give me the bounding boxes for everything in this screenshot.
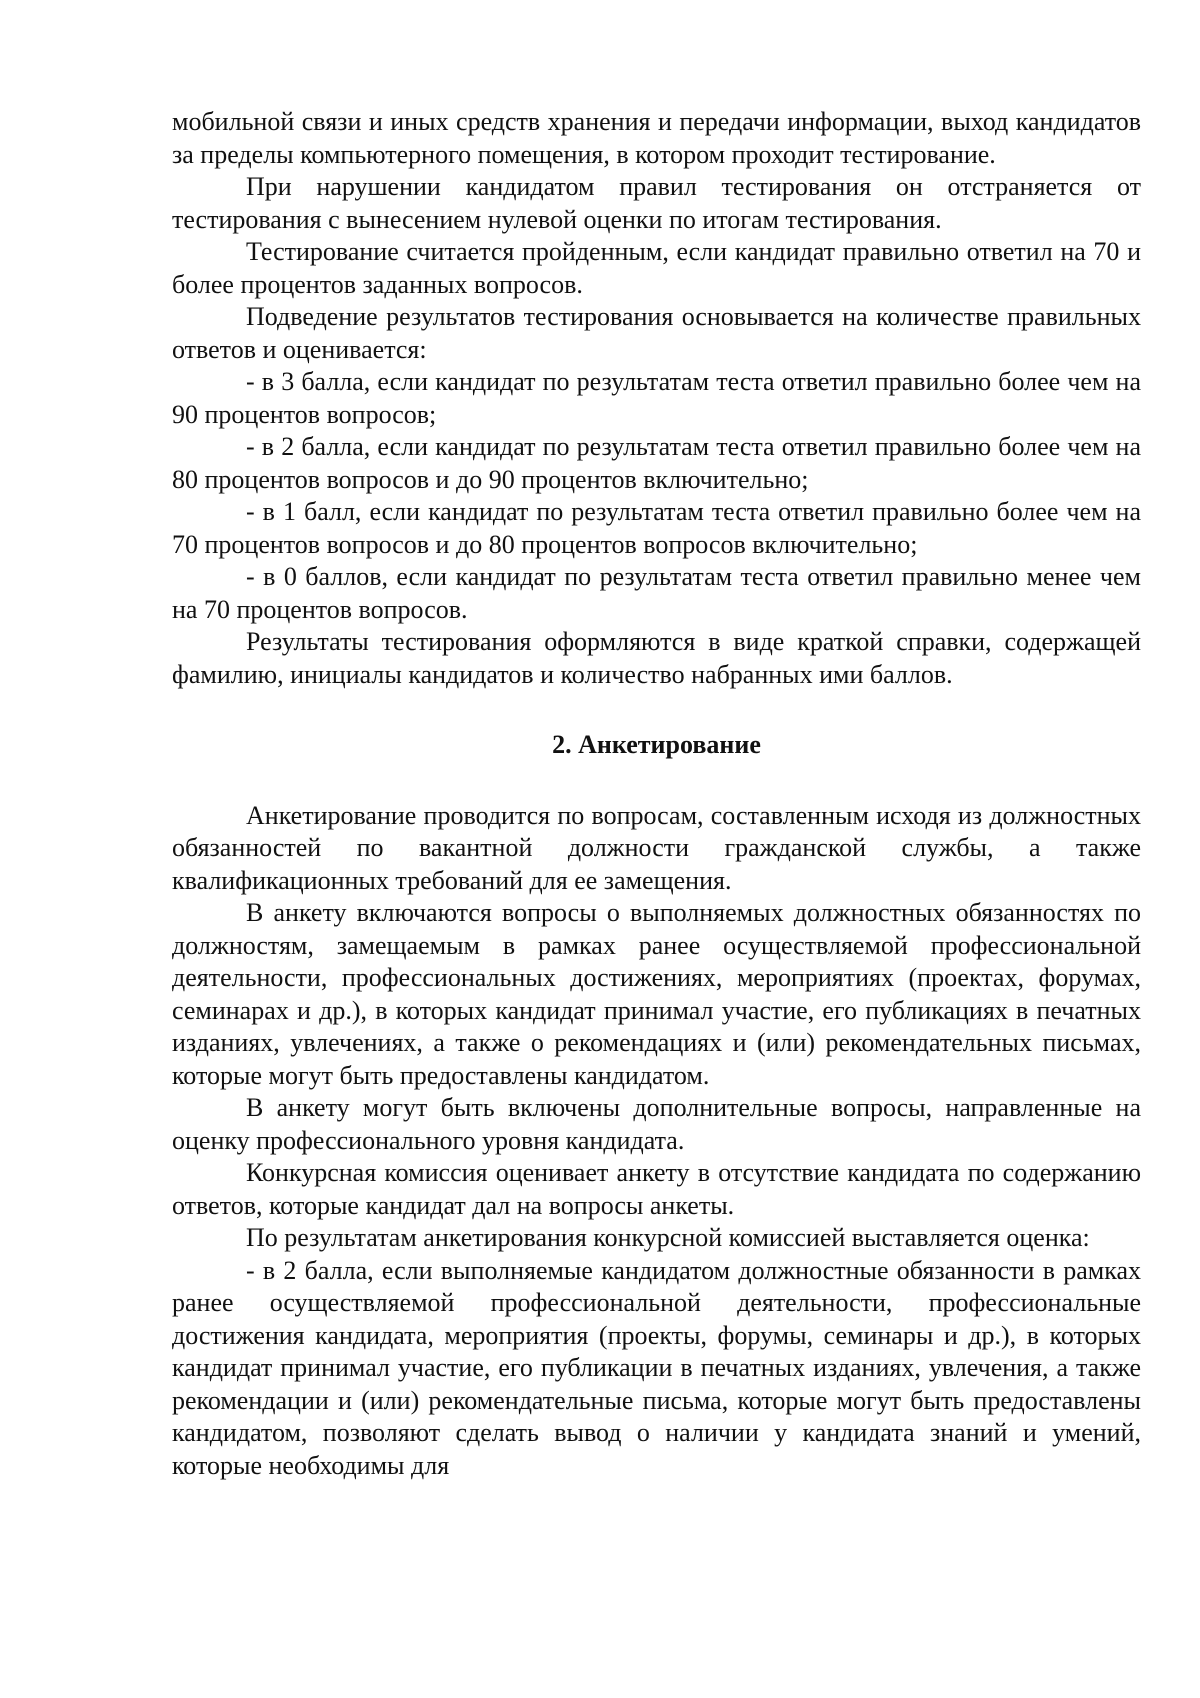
paragraph: Подведение результатов тестирования основывается на количестве правильных ответов и оценивается: xyxy=(172,302,1141,364)
paragraph: Результаты тестирования оформляются в виде краткой справки, содержащей фамилию, инициалы кандидатов и количество набранных ими баллов. xyxy=(172,627,1141,689)
paragraph: При нарушении кандидатом правил тестирования он отстраняется от тестирования с вынесением нулевой оценки по итогам тестирования. xyxy=(172,172,1141,234)
paragraph: Конкурсная комиссия оценивает анкету в отсутствие кандидата по содержанию ответов, которые кандидат дал на вопросы анкеты. xyxy=(172,1158,1141,1220)
paragraph: Тестирование считается пройденным, если кандидат правильно ответил на 70 и более процентов заданных вопросов. xyxy=(172,237,1141,299)
section-questionnaire xyxy=(172,800,1141,1483)
list-item: - в 3 балла, если кандидат по результатам теста ответил правильно более чем на 90 процентов вопросов; xyxy=(172,367,1141,429)
paragraph: Анкетирование проводится по вопросам, составленным исходя из должностных обязанностей по вакантной должности гражданской службы, а также квалификационных требований для ее замещения. xyxy=(172,800,1141,895)
paragraph: В анкету могут быть включены дополнительные вопросы, направленные на оценку профессионального уровня кандидата. xyxy=(172,1093,1141,1155)
section-testing-rules xyxy=(172,106,1141,691)
list-item: - в 0 баллов, если кандидат по результатам теста ответил правильно менее чем на 70 процентов вопросов. xyxy=(172,562,1141,624)
list-item: - в 2 балла, если выполняемые кандидатом должностные обязанности в рамках ранее осуществляемой профессиональной деятельности, профессиональные достижения кандидата, мероприятия (проекты, форумы, семинары и др.), в которых кандидат принимал участие, его публикации в печатных изданиях, увлечения, а также рекомендации и (или) рекомендательные письма, которые могут быть предоставлены кандидатом, позволяют сделать вывод о наличии у кандидата знаний и умений, которые необходимы для xyxy=(172,1255,1141,1480)
list-item: - в 2 балла, если кандидат по результатам теста ответил правильно более чем на 80 процентов вопросов и до 90 процентов включительно; xyxy=(172,432,1141,494)
paragraph: В анкету включаются вопросы о выполняемых должностных обязанностях по должностям, замещаемым в рамках ранее осуществляемой профессиональной деятельности, профессиональных достижениях, мероприятиях (проектах, форумах, семинарах и др.), в которых кандидат принимал участие, его публикациях в печатных изданиях, увлечениях, а также о рекомендациях и (или) рекомендательных письмах, которые могут быть предоставлены кандидатом. xyxy=(172,898,1141,1090)
document-page xyxy=(172,106,1141,1482)
paragraph: мобильной связи и иных средств хранения и передачи информации, выход кандидатов за пределы компьютерного помещения, в котором проходит тестирование. xyxy=(172,107,1141,169)
section-heading: 2. Анкетирование xyxy=(552,730,761,759)
paragraph: По результатам анкетирования конкурсной комиссией выставляется оценка: xyxy=(246,1223,1090,1252)
list-item: - в 1 балл, если кандидат по результатам теста ответил правильно более чем на 70 процентов вопросов и до 80 процентов вопросов включительно; xyxy=(172,497,1141,559)
